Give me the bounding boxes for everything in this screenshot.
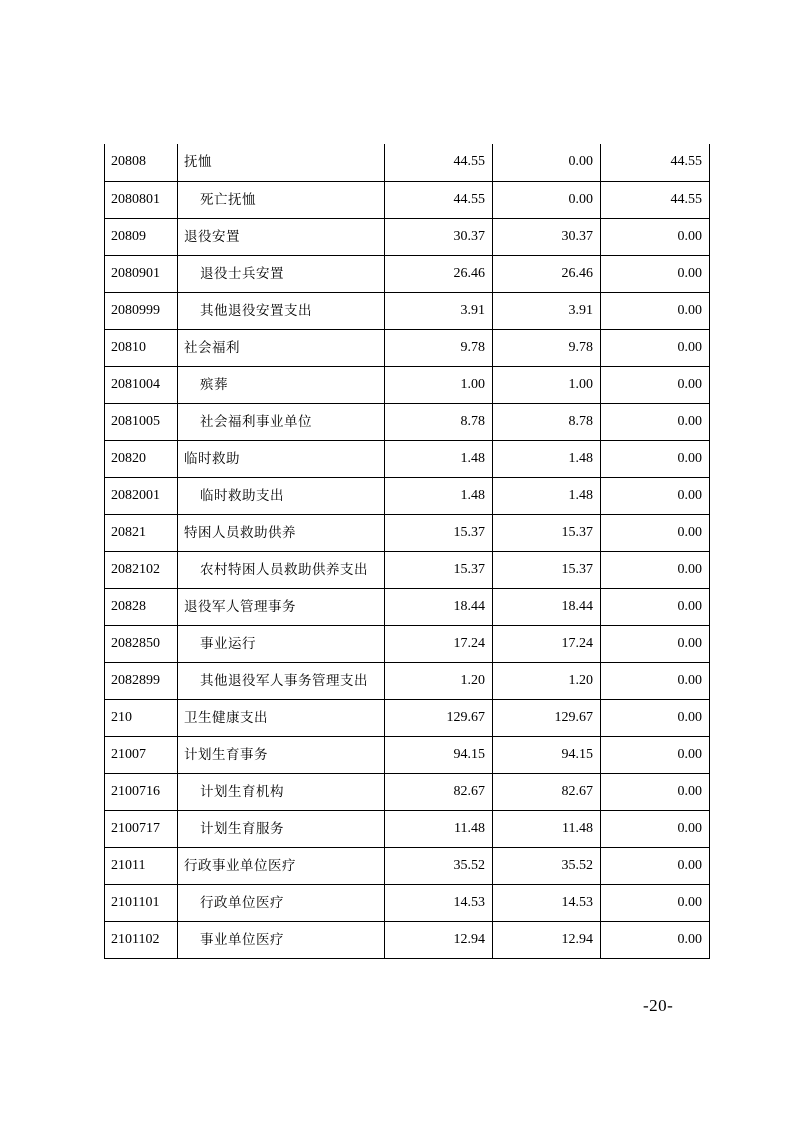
table-row <box>105 477 710 514</box>
subject-code-cell: 20828 <box>105 588 178 625</box>
project-expenditure-cell: 0.00 <box>601 588 710 625</box>
basic-expenditure-cell: 18.44 <box>493 588 601 625</box>
project-expenditure-cell: 0.00 <box>601 662 710 699</box>
total-value-cell: 15.37 <box>385 514 493 551</box>
subject-name-cell: 计划生育机构 <box>178 773 385 810</box>
total-value-cell: 1.20 <box>385 662 493 699</box>
table-row <box>105 847 710 884</box>
subject-name-cell: 临时救助支出 <box>178 477 385 514</box>
project-expenditure-cell: 0.00 <box>601 440 710 477</box>
subject-name-cell: 计划生育事务 <box>178 736 385 773</box>
table-row <box>105 884 710 921</box>
total-value-cell: 26.46 <box>385 255 493 292</box>
subject-code-cell: 2082001 <box>105 477 178 514</box>
project-expenditure-cell: 0.00 <box>601 218 710 255</box>
subject-code-cell: 2082850 <box>105 625 178 662</box>
table-row <box>105 366 710 403</box>
subject-name-cell: 行政事业单位医疗 <box>178 847 385 884</box>
basic-expenditure-cell: 1.20 <box>493 662 601 699</box>
total-value-cell: 94.15 <box>385 736 493 773</box>
table-row <box>105 773 710 810</box>
subject-code-cell: 2101102 <box>105 921 178 958</box>
table-row <box>105 144 710 181</box>
subject-name-cell: 退役安置 <box>178 218 385 255</box>
table-row <box>105 662 710 699</box>
basic-expenditure-cell: 82.67 <box>493 773 601 810</box>
basic-expenditure-cell: 15.37 <box>493 514 601 551</box>
subject-name-cell: 计划生育服务 <box>178 810 385 847</box>
subject-name-cell: 事业运行 <box>178 625 385 662</box>
basic-expenditure-cell: 11.48 <box>493 810 601 847</box>
subject-name-cell: 行政单位医疗 <box>178 884 385 921</box>
table-row <box>105 921 710 958</box>
basic-expenditure-cell: 1.48 <box>493 440 601 477</box>
basic-expenditure-cell: 1.48 <box>493 477 601 514</box>
table-row <box>105 292 710 329</box>
basic-expenditure-cell: 30.37 <box>493 218 601 255</box>
subject-code-cell: 2081004 <box>105 366 178 403</box>
subject-code-cell: 20810 <box>105 329 178 366</box>
budget-table <box>104 144 710 959</box>
subject-name-cell: 农村特困人员救助供养支出 <box>178 551 385 588</box>
subject-code-cell: 2101101 <box>105 884 178 921</box>
subject-name-cell: 其他退役安置支出 <box>178 292 385 329</box>
subject-code-cell: 2080901 <box>105 255 178 292</box>
total-value-cell: 44.55 <box>385 181 493 218</box>
project-expenditure-cell: 0.00 <box>601 292 710 329</box>
basic-expenditure-cell: 14.53 <box>493 884 601 921</box>
table-row <box>105 736 710 773</box>
total-value-cell: 12.94 <box>385 921 493 958</box>
total-value-cell: 30.37 <box>385 218 493 255</box>
basic-expenditure-cell: 12.94 <box>493 921 601 958</box>
subject-name-cell: 抚恤 <box>178 144 385 181</box>
basic-expenditure-cell: 3.91 <box>493 292 601 329</box>
total-value-cell: 15.37 <box>385 551 493 588</box>
project-expenditure-cell: 0.00 <box>601 699 710 736</box>
total-value-cell: 129.67 <box>385 699 493 736</box>
table-row <box>105 255 710 292</box>
total-value-cell: 18.44 <box>385 588 493 625</box>
table-row <box>105 588 710 625</box>
subject-name-cell: 临时救助 <box>178 440 385 477</box>
project-expenditure-cell: 0.00 <box>601 403 710 440</box>
basic-expenditure-cell: 94.15 <box>493 736 601 773</box>
project-expenditure-cell: 0.00 <box>601 329 710 366</box>
subject-code-cell: 2100716 <box>105 773 178 810</box>
subject-code-cell: 21007 <box>105 736 178 773</box>
project-expenditure-cell: 0.00 <box>601 625 710 662</box>
subject-name-cell: 死亡抚恤 <box>178 181 385 218</box>
project-expenditure-cell: 0.00 <box>601 366 710 403</box>
subject-code-cell: 2100717 <box>105 810 178 847</box>
table-row <box>105 514 710 551</box>
total-value-cell: 1.00 <box>385 366 493 403</box>
subject-name-cell: 其他退役军人事务管理支出 <box>178 662 385 699</box>
subject-name-cell: 殡葬 <box>178 366 385 403</box>
basic-expenditure-cell: 17.24 <box>493 625 601 662</box>
project-expenditure-cell: 0.00 <box>601 810 710 847</box>
table-row <box>105 699 710 736</box>
basic-expenditure-cell: 35.52 <box>493 847 601 884</box>
total-value-cell: 1.48 <box>385 440 493 477</box>
subject-code-cell: 2080999 <box>105 292 178 329</box>
total-value-cell: 35.52 <box>385 847 493 884</box>
total-value-cell: 1.48 <box>385 477 493 514</box>
basic-expenditure-cell: 0.00 <box>493 181 601 218</box>
subject-code-cell: 2081005 <box>105 403 178 440</box>
project-expenditure-cell: 0.00 <box>601 884 710 921</box>
subject-name-cell: 事业单位医疗 <box>178 921 385 958</box>
project-expenditure-cell: 0.00 <box>601 736 710 773</box>
subject-name-cell: 退役士兵安置 <box>178 255 385 292</box>
total-value-cell: 3.91 <box>385 292 493 329</box>
subject-code-cell: 20821 <box>105 514 178 551</box>
subject-code-cell: 2080801 <box>105 181 178 218</box>
table-row <box>105 181 710 218</box>
total-value-cell: 17.24 <box>385 625 493 662</box>
total-value-cell: 11.48 <box>385 810 493 847</box>
subject-code-cell: 20809 <box>105 218 178 255</box>
basic-expenditure-cell: 129.67 <box>493 699 601 736</box>
table-row <box>105 440 710 477</box>
project-expenditure-cell: 44.55 <box>601 181 710 218</box>
project-expenditure-cell: 0.00 <box>601 551 710 588</box>
total-value-cell: 14.53 <box>385 884 493 921</box>
total-value-cell: 8.78 <box>385 403 493 440</box>
subject-code-cell: 20820 <box>105 440 178 477</box>
total-value-cell: 44.55 <box>385 144 493 181</box>
subject-code-cell: 2082102 <box>105 551 178 588</box>
basic-expenditure-cell: 9.78 <box>493 329 601 366</box>
subject-name-cell: 特困人员救助供养 <box>178 514 385 551</box>
table-row <box>105 625 710 662</box>
project-expenditure-cell: 0.00 <box>601 847 710 884</box>
subject-name-cell: 退役军人管理事务 <box>178 588 385 625</box>
table-row <box>105 403 710 440</box>
basic-expenditure-cell: 15.37 <box>493 551 601 588</box>
subject-name-cell: 社会福利事业单位 <box>178 403 385 440</box>
basic-expenditure-cell: 8.78 <box>493 403 601 440</box>
project-expenditure-cell: 44.55 <box>601 144 710 181</box>
table-row <box>105 218 710 255</box>
basic-expenditure-cell: 26.46 <box>493 255 601 292</box>
table-row <box>105 551 710 588</box>
subject-code-cell: 210 <box>105 699 178 736</box>
table-row <box>105 810 710 847</box>
page-number: -20- <box>643 996 674 1015</box>
total-value-cell: 9.78 <box>385 329 493 366</box>
project-expenditure-cell: 0.00 <box>601 773 710 810</box>
project-expenditure-cell: 0.00 <box>601 255 710 292</box>
subject-code-cell: 20808 <box>105 144 178 181</box>
total-value-cell: 82.67 <box>385 773 493 810</box>
subject-name-cell: 社会福利 <box>178 329 385 366</box>
project-expenditure-cell: 0.00 <box>601 921 710 958</box>
table-row <box>105 329 710 366</box>
subject-code-cell: 21011 <box>105 847 178 884</box>
project-expenditure-cell: 0.00 <box>601 477 710 514</box>
basic-expenditure-cell: 0.00 <box>493 144 601 181</box>
basic-expenditure-cell: 1.00 <box>493 366 601 403</box>
subject-code-cell: 2082899 <box>105 662 178 699</box>
table-body <box>105 144 710 958</box>
subject-name-cell: 卫生健康支出 <box>178 699 385 736</box>
project-expenditure-cell: 0.00 <box>601 514 710 551</box>
